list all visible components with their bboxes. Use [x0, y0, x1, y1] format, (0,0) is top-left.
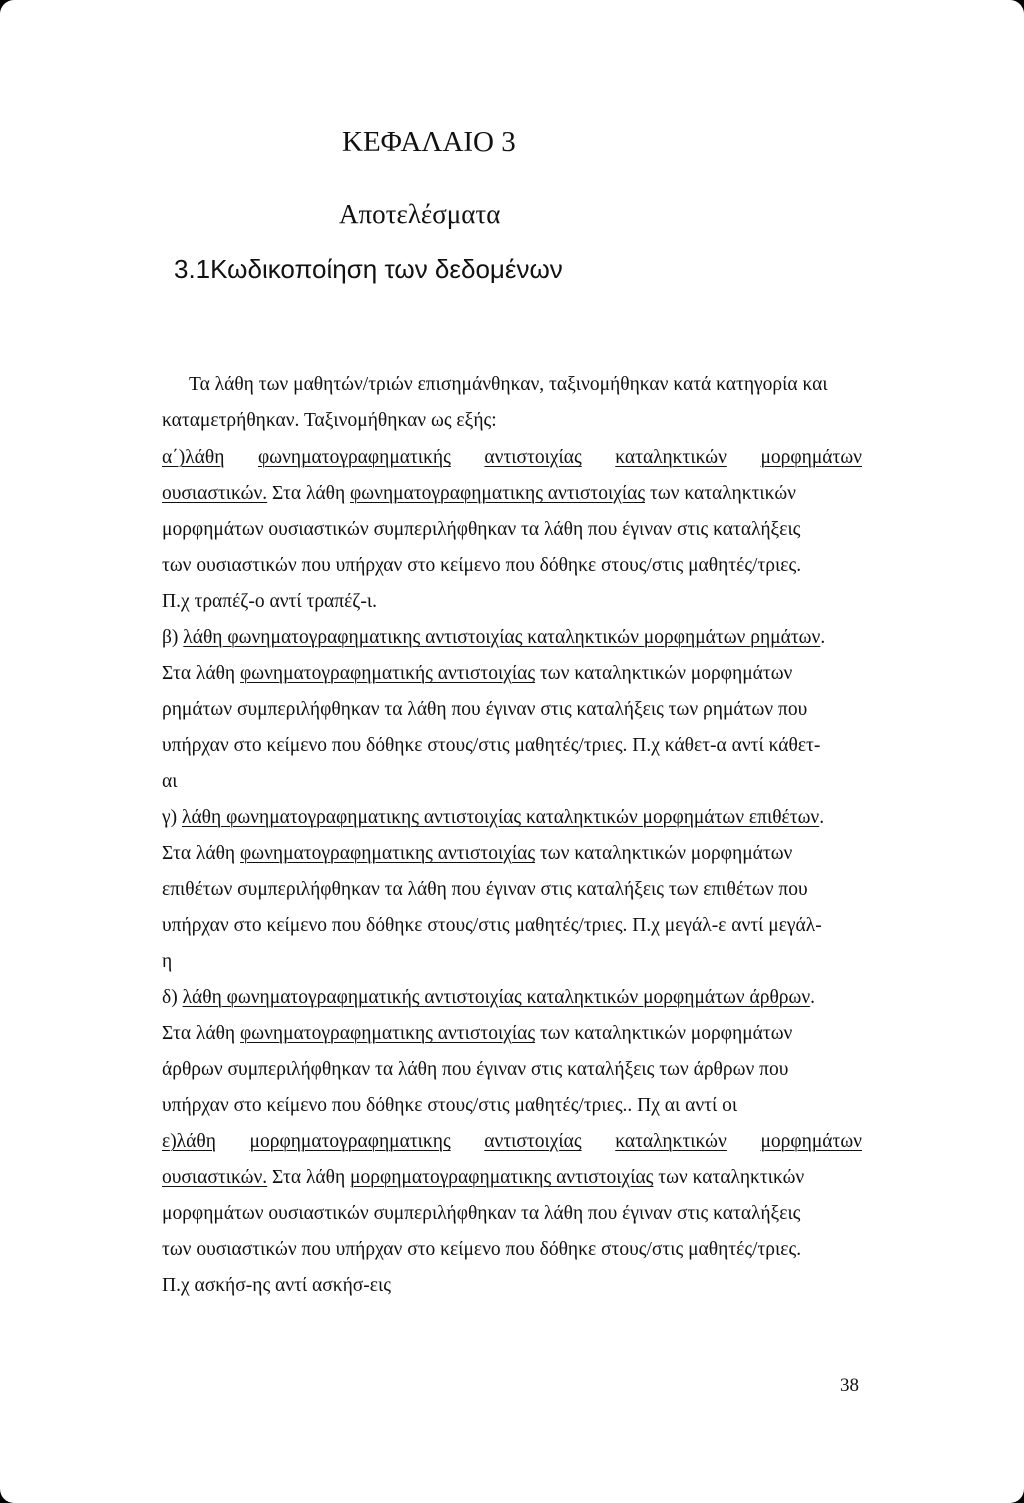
cat-b-heading-lead: β)	[162, 627, 184, 648]
cat-b-line-4: αι	[162, 771, 178, 792]
cat-d-sentence-lead: Στα λάθη	[162, 1023, 241, 1044]
cat-e-underlined-term: μορφηματογραφηματικης αντιστοιχίας	[350, 1167, 654, 1188]
cat-d-underlined-term: φωνηματογραφηματικης αντιστοιχίας	[240, 1023, 536, 1044]
cat-c-line-3: υπήρχαν στο κείμενο που δόθηκε στους/στις μαθητές/τριες. Π.χ μεγάλ-ε αντί μεγάλ-	[162, 915, 822, 936]
cat-c-heading-lead: γ)	[162, 807, 182, 828]
cat-b-sentence-lead: Στα λάθη	[162, 663, 241, 684]
cat-a-heading	[162, 448, 862, 468]
cat-a-sentence-rest: των καταληκτικών	[649, 483, 796, 504]
cat-a-underlined-term: φωνηματογραφηματικης αντιστοιχίας	[350, 483, 646, 504]
cat-d-line-3: υπήρχαν στο κείμενο που δόθηκε στους/στις μαθητές/τριες.. Πχ αι αντί οι	[162, 1095, 738, 1116]
cat-a-heading-word: α΄)λάθη	[162, 447, 225, 468]
intro-line-1: Τα λάθη των μαθητών/τριών επισημάνθηκαν, ταξινομήθηκαν κατά κατηγορία και	[189, 374, 828, 395]
page-number: 38	[840, 1375, 859, 1396]
cat-b-heading-end: .	[820, 627, 826, 648]
cat-d-heading	[162, 988, 815, 1008]
cat-c-heading	[162, 808, 824, 828]
cat-a-heading-word: καταληκτικών	[615, 447, 727, 468]
cat-a-heading-end: ουσιαστικών.	[162, 483, 268, 504]
cat-c-line-2: επιθέτων συμπεριλήφθηκαν τα λάθη που έγιναν στις καταλήξεις των επιθέτων που	[162, 879, 808, 900]
intro-line-2: καταμετρήθηκαν. Ταξινομήθηκαν ως εξής:	[162, 410, 497, 431]
cat-e-heading-word: αντιστοιχίας	[484, 1131, 582, 1152]
section-heading: 3.1Κωδικοποίηση των δεδομένων	[174, 254, 563, 284]
cat-e-example: Π.χ ασκήσ-ης αντί ασκήσ-εις	[162, 1275, 391, 1296]
cat-e-heading	[162, 1132, 862, 1152]
cat-c-heading-end: .	[819, 807, 825, 828]
cat-e-heading-word: ε)λάθη	[162, 1131, 216, 1152]
cat-c-heading-underlined: λάθη φωνηματογραφηματικης αντιστοιχίας καταληκτικών μορφημάτων επιθέτων	[182, 807, 820, 828]
cat-d-heading-lead: δ)	[162, 987, 183, 1008]
cat-e-sentence-lead: Στα λάθη	[272, 1167, 351, 1188]
cat-d-heading-end: .	[810, 987, 816, 1008]
chapter-heading: ΚΕΦΑΛΑΙΟ 3	[342, 126, 516, 158]
cat-d-heading-underlined: λάθη φωνηματογραφηματικής αντιστοιχίας καταληκτικών μορφημάτων άρθρων	[182, 987, 811, 1008]
cat-d-sentence-rest: των καταληκτικών μορφημάτων	[539, 1023, 793, 1044]
cat-b-line-1	[162, 664, 792, 684]
cat-c-sentence-lead: Στα λάθη	[162, 843, 241, 864]
cat-b-sentence-rest: των καταληκτικών μορφημάτων	[539, 663, 793, 684]
cat-a-heading-word: μορφημάτων	[760, 447, 862, 468]
cat-b-underlined-term: φωνηματογραφηματικής αντιστοιχίας	[240, 663, 536, 684]
cat-a-heading-word: αντιστοιχίας	[484, 447, 582, 468]
cat-e-sentence-rest: των καταληκτικών	[658, 1167, 805, 1188]
cat-b-heading	[162, 628, 825, 648]
cat-d-line-1	[162, 1024, 792, 1044]
cat-d-line-2: άρθρων συμπεριλήφθηκαν τα λάθη που έγιναν στις καταλήξεις των άρθρων που	[162, 1059, 789, 1080]
cat-c-underlined-term: φωνηματογραφηματικης αντιστοιχίας	[240, 843, 536, 864]
cat-e-heading-word: καταληκτικών	[615, 1131, 727, 1152]
cat-e-heading-word: μορφημάτων	[760, 1131, 862, 1152]
cat-b-heading-underlined: λάθη φωνηματογραφηματικης αντιστοιχίας καταληκτικών μορφημάτων ρημάτων	[183, 627, 821, 648]
cat-a-line-2: μορφημάτων ουσιαστικών συμπεριλήφθηκαν τα λάθη που έγιναν στις καταλήξεις	[162, 519, 801, 540]
cat-c-line-1	[162, 844, 792, 864]
cat-a-sentence-lead: Στα λάθη	[272, 483, 351, 504]
cat-e-heading-word: μορφηματογραφηματικης	[249, 1131, 451, 1152]
cat-e-line-2: μορφημάτων ουσιαστικών συμπεριλήφθηκαν τα λάθη που έγιναν στις καταλήξεις	[162, 1203, 801, 1224]
chapter-title: Αποτελέσματα	[339, 199, 501, 229]
cat-c-line-4: η	[162, 951, 173, 972]
cat-b-line-3: υπήρχαν στο κείμενο που δόθηκε στους/στις μαθητές/τριες. Π.χ κάθετ-α αντί κάθετ-	[162, 735, 821, 756]
cat-e-line-1	[162, 1168, 804, 1188]
cat-e-heading-end: ουσιαστικών.	[162, 1167, 268, 1188]
cat-a-example: Π.χ τραπέζ-ο αντί τραπέζ-ι.	[162, 591, 377, 612]
cat-e-line-3: των ουσιαστικών που υπήρχαν στο κείμενο που δόθηκε στους/στις μαθητές/τριες.	[162, 1239, 802, 1260]
cat-a-line-3: των ουσιαστικών που υπήρχαν στο κείμενο που δόθηκε στους/στις μαθητές/τριες.	[162, 555, 802, 576]
cat-a-line-1	[162, 484, 796, 504]
cat-c-sentence-rest: των καταληκτικών μορφημάτων	[539, 843, 793, 864]
cat-a-heading-word: φωνηματογραφηματικής	[257, 447, 451, 468]
cat-b-line-2: ρημάτων συμπεριλήφθηκαν τα λάθη που έγιναν στις καταλήξεις των ρημάτων που	[162, 699, 808, 720]
